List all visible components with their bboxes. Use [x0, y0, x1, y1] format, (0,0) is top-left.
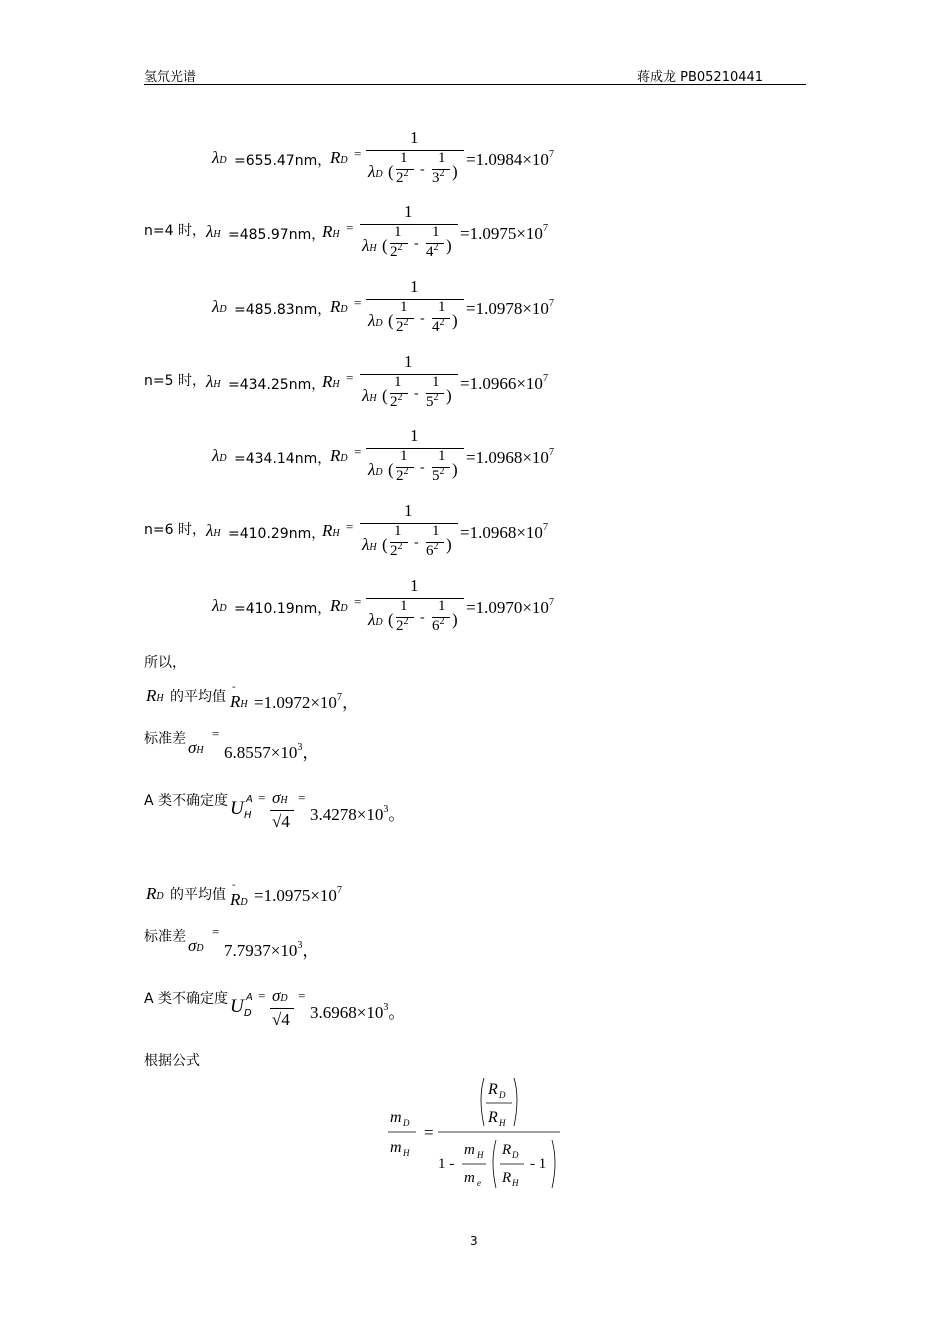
svg-text:m: m	[390, 1109, 402, 1126]
rd-std-value: 7.7937	[224, 941, 271, 960]
svg-text:m: m	[464, 1142, 475, 1158]
svg-text:H: H	[499, 1118, 506, 1128]
rh-std-label: 标准差	[144, 731, 186, 747]
svg-text:D: D	[403, 1118, 410, 1128]
lambda-symbol: λD	[212, 148, 227, 167]
svg-text:D: D	[499, 1090, 506, 1100]
svg-text:D: D	[512, 1150, 519, 1160]
rd-mean-value: 1.0975	[263, 886, 311, 905]
svg-text:R: R	[502, 1142, 512, 1158]
header-right: 蒋成龙 PB05210441	[637, 70, 764, 85]
svg-text:R: R	[488, 1109, 498, 1126]
rydberg-result: $=1.0966\times 10^7$	[460, 373, 548, 393]
svg-text:e: e	[477, 1178, 481, 1188]
rd-ua-value: 3.6968	[310, 1003, 357, 1022]
rydberg-symbol: RD	[330, 297, 348, 316]
lambda-symbol: λD	[212, 297, 227, 316]
rd-ua-label: A 类不确定度	[144, 991, 229, 1007]
svg-text:m: m	[390, 1139, 402, 1156]
conclusion-label: 所以，	[144, 655, 186, 671]
rh-mean-value: 1.0972	[263, 693, 311, 712]
calc-row: n=5 时， λH =434.25nm， RH = 1 λH ( 1 $2^2$ - 1 $5^2$ ) $=1.0966\times 10^7$	[144, 352, 548, 410]
mass-ratio-formula	[380, 1070, 580, 1195]
calc-row: λD =655.47nm， RD = 1 λD ( 1 $2^2$ - 1 $3^2$ ) $=1.0984\times 10^7$	[212, 128, 554, 186]
rd-mean-label: 的平均值	[170, 887, 226, 903]
lambda-symbol: λD	[212, 596, 227, 615]
wavelength-value: =485.83nm，	[234, 302, 332, 318]
wavelength-value: =655.47nm，	[234, 153, 332, 169]
rh-ua-value: 3.4278	[310, 805, 357, 824]
wavelength-value: =485.97nm，	[228, 227, 326, 243]
rh-std-line: 标准差 σH = $6.8557\times 10^3$，	[144, 726, 320, 762]
rydberg-result: $=1.0975\times 10^7$	[460, 223, 548, 243]
rd-mean-line: RD 的平均值 RD - $=1.0975\times 10^7$	[146, 880, 342, 909]
page-number: 3	[470, 1234, 478, 1248]
rydberg-symbol: RD	[330, 596, 348, 615]
lambda-symbol: λH	[206, 372, 221, 391]
svg-text:m: m	[464, 1170, 475, 1186]
wavelength-value: =410.19nm，	[234, 601, 332, 617]
rh-mean-label: 的平均值	[170, 689, 226, 705]
wavelength-value: =434.14nm，	[234, 451, 332, 467]
svg-text:- 1: - 1	[530, 1156, 547, 1172]
rydberg-result: $=1.0978\times 10^7$	[466, 298, 554, 318]
wavelength-value: =434.25nm，	[228, 377, 326, 393]
calc-row: n=4 时， λH =485.97nm， RH = 1 λH ( 1 $2^2$ - 1 $4^2$ ) $=1.0975\times 10^7$	[144, 202, 548, 260]
formula-label: 根据公式	[144, 1053, 200, 1069]
rydberg-symbol: RD	[330, 446, 348, 465]
calc-row: n=6 时， λH =410.29nm， RH = 1 λH ( 1 $2^2$ - 1 $6^2$ ) $=1.0968\times 10^7$	[144, 501, 548, 559]
rh-ua-label: A 类不确定度	[144, 793, 229, 809]
svg-text:R: R	[488, 1081, 498, 1098]
lambda-symbol: λH	[206, 521, 221, 540]
calc-row: λD =485.83nm， RD = 1 λD ( 1 $2^2$ - 1 $4^2$ ) $=1.0978\times 10^7$	[212, 277, 554, 335]
svg-text:1 -: 1 -	[438, 1156, 455, 1172]
rd-ua-line: A 类不确定度 U A D = σD √4 = $3.6968\times 10^3$。	[144, 986, 406, 1029]
n-label: n=6 时，	[144, 522, 206, 538]
wavelength-value: =410.29nm，	[228, 526, 326, 542]
rd-std-label: 标准差	[144, 929, 186, 945]
lambda-symbol: λH	[206, 222, 221, 241]
svg-text:H: H	[477, 1150, 484, 1160]
rydberg-result: $=1.0968\times 10^7$	[466, 447, 554, 467]
calc-row: λD =434.14nm， RD = 1 λD ( 1 $2^2$ - 1 $5^2$ ) $=1.0968\times 10^7$	[212, 426, 554, 484]
header-left: 氢氘光谱	[144, 70, 197, 85]
calc-row: λD =410.19nm， RD = 1 λD ( 1 $2^2$ - 1 $6^2$ ) $=1.0970\times 10^7$	[212, 576, 554, 634]
rydberg-result: $=1.0984\times 10^7$	[466, 149, 554, 169]
rydberg-symbol: RD	[330, 148, 348, 167]
rydberg-result: $=1.0970\times 10^7$	[466, 597, 554, 617]
n-label: n=4 时，	[144, 223, 206, 239]
svg-text:=: =	[424, 1123, 434, 1142]
n-label: n=5 时，	[144, 373, 206, 389]
rh-mean-line: RH 的平均值 RH - $=1.0972\times 10^7$，	[146, 682, 359, 712]
rydberg-symbol: RH	[322, 372, 340, 391]
rh-ua-line: A 类不确定度 U A H = σH √4 = $3.4278\times 10^3$。	[144, 788, 406, 831]
rydberg-symbol: RH	[322, 222, 340, 241]
rydberg-symbol: RH	[322, 521, 340, 540]
rh-std-value: 6.8557	[224, 743, 271, 762]
lambda-symbol: λD	[212, 446, 227, 465]
rydberg-result: $=1.0968\times 10^7$	[460, 522, 548, 542]
header-rule	[144, 84, 806, 85]
svg-text:H: H	[403, 1148, 410, 1158]
svg-text:R: R	[502, 1170, 512, 1186]
svg-text:H: H	[512, 1178, 519, 1188]
rd-std-line: 标准差 σD = $7.7937\times 10^3$，	[144, 924, 320, 960]
